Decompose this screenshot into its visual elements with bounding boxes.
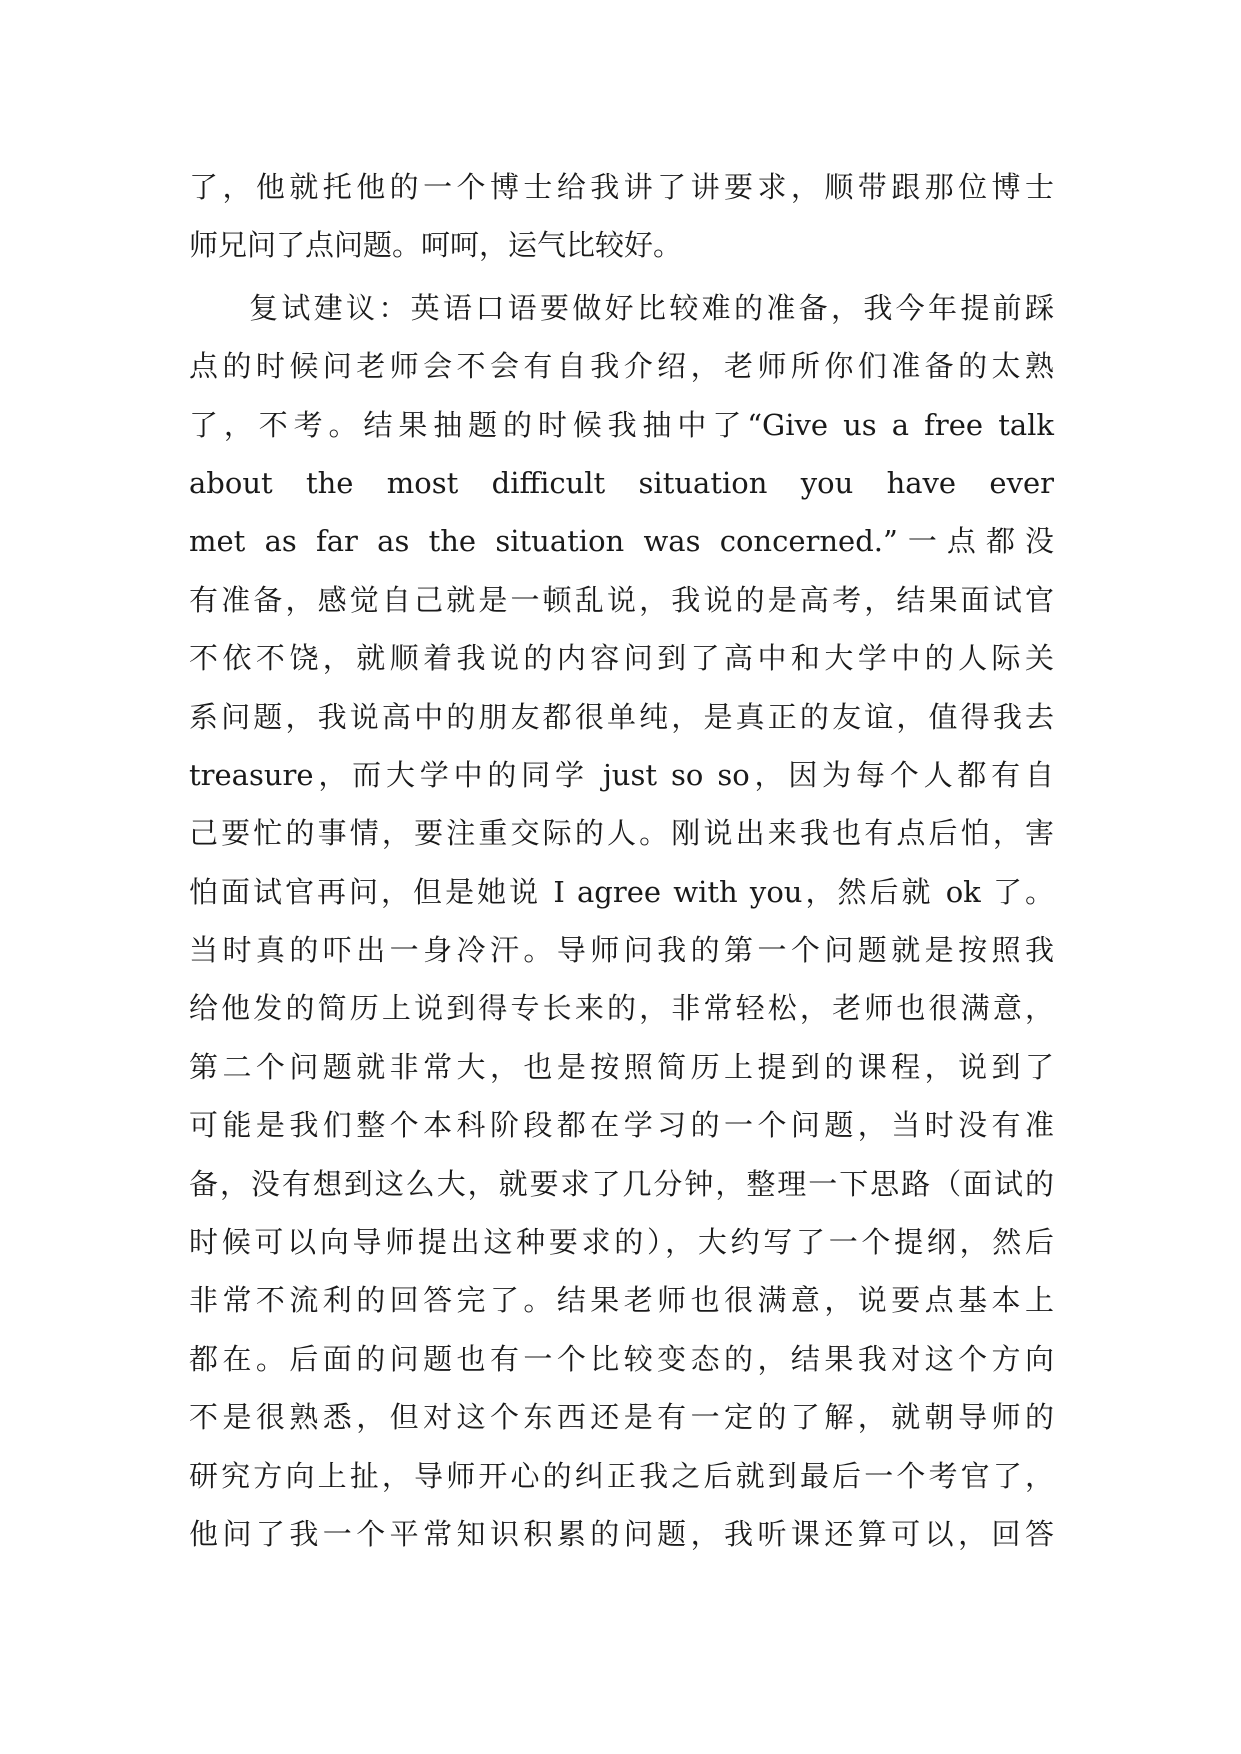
text-line: 他问了我一个平常知识积累的问题，我听课还算可以，回答 [189,1516,1054,1551]
text-line: 了，不考。结果抽题的时候我抽中了“Give us a free talk [189,407,1054,442]
text-line: 研究方向上扯，导师开心的纠正我之后就到最后一个考官了， [189,1458,1054,1493]
text-line: met as far as the situation was concerned.”一点都没 [189,524,1054,559]
text-line: 了，他就托他的一个博士给我讲了讲要求，顺带跟那位博士 [189,170,1054,204]
text-line: 都在。后面的问题也有一个比较变态的，结果我对这个方向 [189,1341,1054,1376]
text-line: treasure，而大学中的同学 just so so，因为每个人都有自 [189,757,1054,792]
text-line: 非常不流利的回答完了。结果老师也很满意，说要点基本上 [189,1283,1054,1318]
text-line: 第二个问题就非常大，也是按照简历上提到的课程，说到了 [189,1049,1054,1084]
text-line: about the most difficult situation you have ever [189,465,1054,500]
text-line: 时候可以向导师提出这种要求的），大约写了一个提纲，然后 [189,1225,1054,1260]
text-line: 给他发的简历上说到得专长来的，非常轻松，老师也很满意， [189,991,1054,1026]
text-line: 当时真的吓出一身冷汗。导师问我的第一个问题就是按照我 [189,933,1054,968]
paragraph-start-line: 复试建议：英语口语要做好比较难的准备，我今年提前踩 [249,290,1054,325]
body-text [189,158,1054,1563]
text-line: 己要忙的事情，要注重交际的人。刚说出来我也有点后怕，害 [189,816,1054,851]
text-line: 不依不饶，就顺着我说的内容问到了高中和大学中的人际关 [189,641,1054,676]
text-line: 备，没有想到这么大，就要求了几分钟，整理一下思路（面试的 [189,1166,1054,1201]
text-line: 可能是我们整个本科阶段都在学习的一个问题，当时没有准 [189,1108,1054,1143]
text-line: 怕面试官再问，但是她说 I agree with you，然后就 ok 了。 [189,874,1054,909]
text-line: 系问题，我说高中的朋友都很单纯，是真正的友谊，值得我去 [189,699,1054,734]
text-line: 不是很熟悉，但对这个东西还是有一定的了解，就朝导师的 [189,1400,1054,1435]
text-line: 点的时候问老师会不会有自我介绍，老师所你们准备的太熟 [189,349,1054,384]
text-line: 有准备，感觉自己就是一顿乱说，我说的是高考，结果面试官 [189,582,1054,617]
text-line: 师兄问了点问题。呵呵，运气比较好。 [189,228,683,263]
